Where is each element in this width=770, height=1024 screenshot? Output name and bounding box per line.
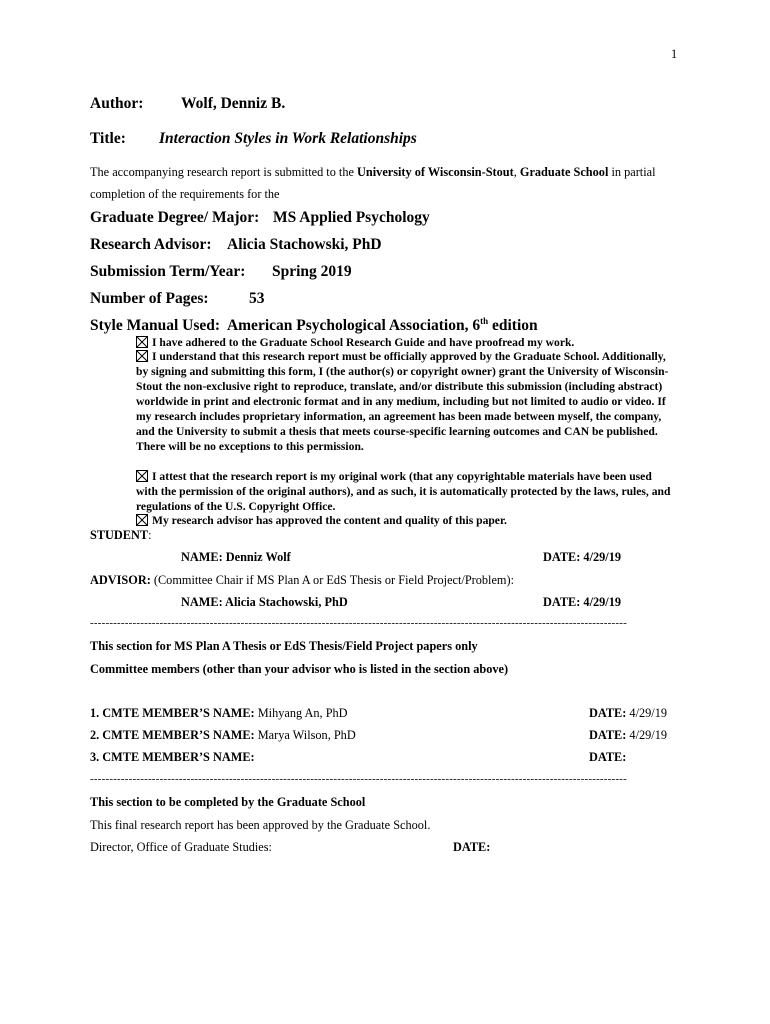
member-3 <box>90 750 255 765</box>
style-manual-sup: th <box>480 315 489 326</box>
divider-line: ------------------------------------------------------------------------------------------------------------------------------------------- <box>90 773 627 785</box>
member-2-date-value: 4/29/19 <box>626 728 668 742</box>
member-1-date-label: DATE: <box>589 706 627 720</box>
intro-school: Graduate School <box>519 165 609 179</box>
term-value: Spring 2019 <box>272 263 352 280</box>
plan-a-heading: This section for MS Plan A Thesis or EdS Thesis/Field Project papers only <box>90 639 478 653</box>
member-2-label: 2. CMTE MEMBER’S NAME: <box>90 728 255 742</box>
student-name: NAME: Denniz Wolf <box>181 550 291 564</box>
pages-label: Number of Pages: <box>90 290 209 307</box>
style-manual-value: American Psychological Association, 6 <box>226 317 481 334</box>
checkbox-checked-icon[interactable] <box>136 514 148 526</box>
checkbox-checked-icon[interactable] <box>136 470 148 482</box>
title-value: Interaction Styles in Work Relationships <box>159 130 417 147</box>
degree-label: Graduate Degree/ Major: <box>90 209 260 226</box>
style-manual <box>90 317 538 335</box>
check-item-proofread <box>136 335 672 350</box>
advisor-date: DATE: 4/29/19 <box>543 595 621 609</box>
pages-value: 53 <box>249 290 265 307</box>
divider-line: ------------------------------------------------------------------------------------------------------------------------------------------- <box>90 617 627 629</box>
intro-part1: The accompanying research report is submitted to the <box>90 165 358 179</box>
check-text-proofread: I have adhered to the Graduate School Research Guide and have proofread my work. <box>152 336 575 349</box>
check-item-original-work <box>136 469 672 514</box>
member-1 <box>90 706 348 721</box>
term-label: Submission Term/Year: <box>90 263 246 280</box>
intro-line-2: completion of the requirements for the <box>90 187 280 201</box>
research-advisor-label: Research Advisor: <box>90 236 212 253</box>
student-section <box>90 528 152 543</box>
author-value: Wolf, Denniz B. <box>181 95 286 112</box>
checkbox-checked-icon[interactable] <box>136 336 148 348</box>
research-advisor-value: Alicia Stachowski, PhD <box>227 236 382 253</box>
author-label: Author: <box>90 95 144 112</box>
member-3-label: 3. CMTE MEMBER’S NAME: <box>90 750 255 764</box>
degree-value: MS Applied Psychology <box>273 209 430 226</box>
advisor-note: (Committee Chair if MS Plan A or EdS Thesis or Field Project/Problem): <box>150 573 515 587</box>
checkbox-checked-icon[interactable] <box>136 350 148 362</box>
student-label: STUDENT <box>90 528 149 542</box>
member-2 <box>90 728 356 743</box>
member-1-date-value: 4/29/19 <box>626 706 668 720</box>
check-item-approval <box>136 349 672 454</box>
page-number: 1 <box>671 47 678 61</box>
member-2-name: Marya Wilson, PhD <box>254 728 356 742</box>
member-3-date-label: DATE: <box>589 750 627 764</box>
member-1-name: Mihyang An, PhD <box>254 706 348 720</box>
advisor-section <box>90 573 514 588</box>
check-text-advisor-approved: My research advisor has approved the content and quality of this paper. <box>152 514 507 527</box>
intro-part2: in partial <box>608 165 656 179</box>
student-date: DATE: 4/29/19 <box>543 550 621 564</box>
title-label: Title: <box>90 130 126 147</box>
style-manual-suffix: edition <box>488 317 538 334</box>
director-date-label: DATE: <box>453 840 491 854</box>
member-2-date-label: DATE: <box>589 728 627 742</box>
check-item-advisor-approved <box>136 513 672 528</box>
member-2-date <box>589 728 667 743</box>
check-text-original-work: I attest that the research report is my original work (that any copyrightable materials have been used with the permission of the original authors), and as such, it is automatically protected by the laws, rules, and regulations of the U.S. Copyright Office. <box>136 470 671 513</box>
check-text-approval: I understand that this research report must be officially approved by the Graduate School. Additionally, by signing and submitting this form, I (the author(s) or copyright owner) grant the University of Wisconsin-Stout the non-exclusive right to reproduce, translate, and/or distribute this submission (including abstract) worldwide in print and electronic format and in any medium, including but not limited to audio or video. If my research includes proprietary information, an agreement has been made between myself, the company, and the University to submit a thesis that meets course-specific learning outcomes and CAN be published. There will be no exceptions to this permission. <box>136 350 669 453</box>
plan-a-sub: Committee members (other than your advisor who is listed in the section above) <box>90 662 509 676</box>
advisor-name: NAME: Alicia Stachowski, PhD <box>181 595 348 609</box>
intro-line-1 <box>90 165 656 180</box>
member-1-label: 1. CMTE MEMBER’S NAME: <box>90 706 255 720</box>
member-1-date <box>589 706 667 721</box>
grad-school-approved: This final research report has been approved by the Graduate School. <box>90 818 431 832</box>
member-3-date <box>589 750 626 765</box>
intro-university: University of Wisconsin-Stout <box>357 165 514 179</box>
grad-school-heading: This section to be completed by the Graduate School <box>90 795 366 809</box>
advisor-label: ADVISOR: <box>90 573 151 587</box>
intro-comma: , <box>513 165 520 179</box>
style-manual-label: Style Manual Used: <box>90 317 221 334</box>
student-colon: : <box>148 528 152 542</box>
director-label: Director, Office of Graduate Studies: <box>90 840 272 854</box>
